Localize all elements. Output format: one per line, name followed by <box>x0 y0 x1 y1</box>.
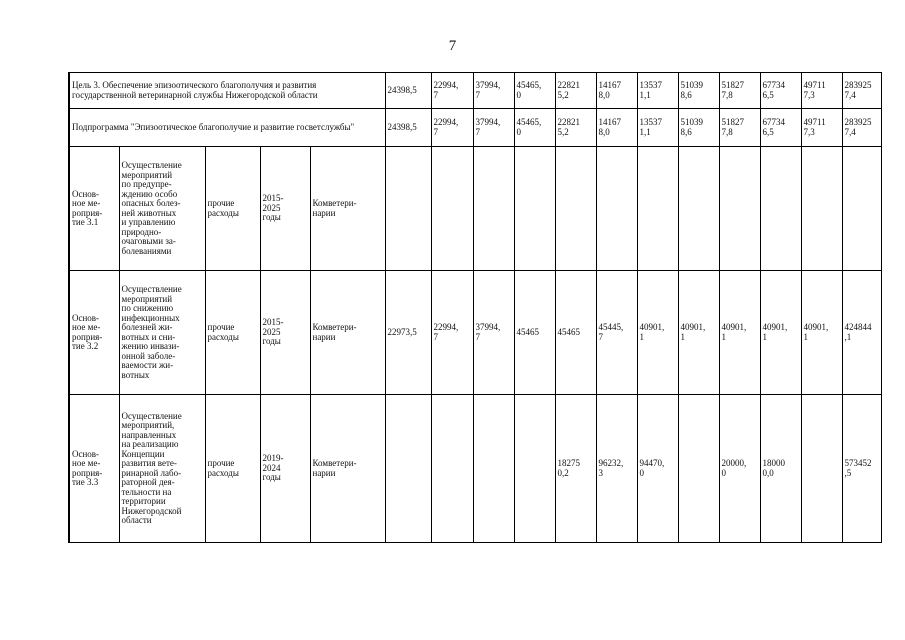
value-cell <box>719 147 760 271</box>
activity-executor: Комветери- нарии <box>310 271 385 395</box>
value-cell: 24398,5 <box>385 73 431 109</box>
value-cell <box>431 395 473 543</box>
activity-name: Осуществление мероприятий по предупре- ждению особо опасных болез- ней животных и управлению природно- очаговыми за- болеваниями <box>119 147 205 271</box>
expense-type: прочие расходы <box>205 147 260 271</box>
activity-period: 2019- 2024 годы <box>260 395 310 543</box>
value-cell <box>760 147 801 271</box>
value-cell: 67734 6,5 <box>760 109 801 147</box>
activity-period: 2015- 2025 годы <box>260 271 310 395</box>
activity-executor: Комветери- нарии <box>310 395 385 543</box>
value-cell: 49711 7,3 <box>801 109 842 147</box>
value-cell: 40901, 1 <box>801 271 842 395</box>
value-cell: 45465, 0 <box>514 73 555 109</box>
activity-code: Основ- ное ме- роприя- тие 3.3 <box>69 395 119 543</box>
activity-row <box>69 147 881 271</box>
value-cell: 573452 ,5 <box>842 395 881 543</box>
value-cell: 20000, 0 <box>719 395 760 543</box>
value-cell: 22994, 7 <box>431 271 473 395</box>
activity-executor: Комветери- нарии <box>310 147 385 271</box>
value-cell <box>801 147 842 271</box>
value-cell: 96232, 3 <box>596 395 637 543</box>
value-cell: 40901, 1 <box>719 271 760 395</box>
header-row <box>69 73 881 109</box>
value-cell <box>514 395 555 543</box>
header-row-label: Цель 3. Обеспечение эпизоотического благополучия и развития государственной ветеринарной службы Нижегородской области <box>69 73 385 109</box>
value-cell: 94470, 0 <box>637 395 678 543</box>
value-cell: 18275 0,2 <box>555 395 596 543</box>
value-cell: 283925 7,4 <box>842 73 881 109</box>
activity-name: Осуществление мероприятий по снижению инфекционных болезней жи- вотных и сни- жению инвази- онной заболе- ваемости жи- вотных <box>119 271 205 395</box>
value-cell: 51827 7,8 <box>719 109 760 147</box>
activity-name: Осуществление мероприятий, направленных на реализацию Концепции развития вете- ринарной лабо- раторной дея- тельности на территории Нижегородской области <box>119 395 205 543</box>
value-cell: 51039 8,6 <box>678 73 719 109</box>
value-cell: 45465 <box>514 271 555 395</box>
value-cell: 283925 7,4 <box>842 109 881 147</box>
value-cell <box>473 147 514 271</box>
value-cell: 14167 8,0 <box>596 73 637 109</box>
value-cell: 18000 0,0 <box>760 395 801 543</box>
activity-row <box>69 271 881 395</box>
page-number: 7 <box>448 38 457 54</box>
expense-type: прочие расходы <box>205 271 260 395</box>
value-cell: 49711 7,3 <box>801 73 842 109</box>
value-cell: 40901, 1 <box>760 271 801 395</box>
value-cell <box>385 395 431 543</box>
value-cell: 22994, 7 <box>431 73 473 109</box>
activity-period: 2015- 2025 годы <box>260 147 310 271</box>
value-cell <box>514 147 555 271</box>
value-cell: 67734 6,5 <box>760 73 801 109</box>
value-cell: 22973,5 <box>385 271 431 395</box>
program-table <box>68 72 882 543</box>
value-cell <box>842 147 881 271</box>
value-cell: 24398,5 <box>385 109 431 147</box>
value-cell: 424844 ,1 <box>842 271 881 395</box>
value-cell <box>678 395 719 543</box>
value-cell: 22821 5,2 <box>555 109 596 147</box>
value-cell <box>801 395 842 543</box>
value-cell: 40901, 1 <box>678 271 719 395</box>
value-cell: 45465 <box>555 271 596 395</box>
activity-code: Основ- ное ме- роприя- тие 3.1 <box>69 147 119 271</box>
value-cell: 51039 8,6 <box>678 109 719 147</box>
value-cell <box>678 147 719 271</box>
value-cell <box>473 395 514 543</box>
expense-type: прочие расходы <box>205 395 260 543</box>
activity-code: Основ- ное ме- роприя- тие 3.2 <box>69 271 119 395</box>
value-cell <box>596 147 637 271</box>
value-cell <box>637 147 678 271</box>
value-cell: 45445, 7 <box>596 271 637 395</box>
value-cell <box>431 147 473 271</box>
value-cell <box>555 147 596 271</box>
value-cell: 37994, 7 <box>473 271 514 395</box>
value-cell: 45465, 0 <box>514 109 555 147</box>
value-cell: 37994, 7 <box>473 109 514 147</box>
activity-row <box>69 395 881 543</box>
value-cell: 51827 7,8 <box>719 73 760 109</box>
value-cell: 22821 5,2 <box>555 73 596 109</box>
value-cell: 13537 1,1 <box>637 109 678 147</box>
value-cell: 40901, 1 <box>637 271 678 395</box>
header-row <box>69 109 881 147</box>
value-cell: 14167 8,0 <box>596 109 637 147</box>
value-cell: 37994, 7 <box>473 73 514 109</box>
value-cell <box>385 147 431 271</box>
value-cell: 13537 1,1 <box>637 73 678 109</box>
header-row-label: Подпрограмма "Эпизоотическое благополучие и развитие госветслужбы" <box>69 109 385 147</box>
value-cell: 22994, 7 <box>431 109 473 147</box>
